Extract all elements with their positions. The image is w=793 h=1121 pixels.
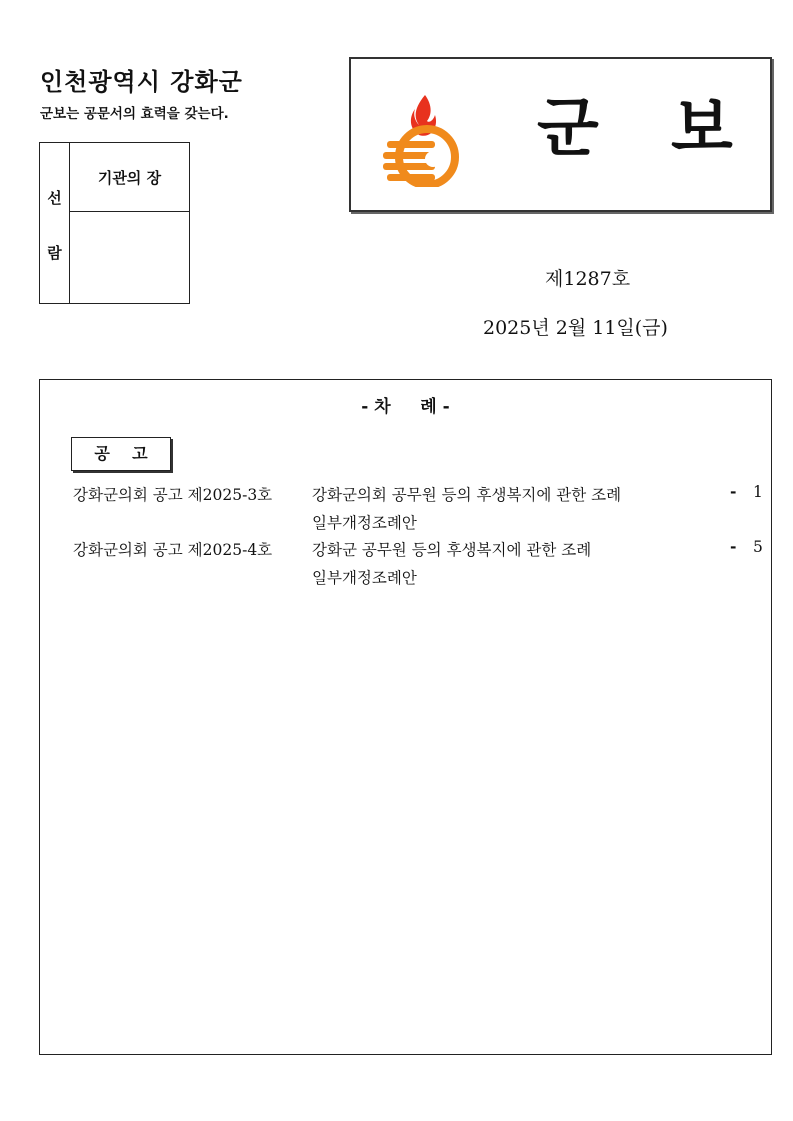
review-side-label-top: 선 [47,189,62,207]
toc-item[interactable] [40,483,771,539]
toc-item-dash: - [730,538,737,556]
toc-heading: - 차 례 - [361,397,450,417]
toc-item[interactable] [40,538,771,594]
toc-item-title-line2: 일부개정조례안 [312,514,417,532]
review-head-cell [70,143,189,212]
toc-item-page: 5 [753,538,763,556]
section-label: 공 고 [71,437,171,471]
masthead-title-left: 군 [537,92,599,166]
toc-item-page: 1 [753,483,763,501]
toc-item-title-line1: 강화군 공무원 등의 후생복지에 관한 조례 [312,541,592,559]
issue-number: 제1287호 [545,268,631,290]
review-head-label: 기관의 장 [97,169,162,187]
review-box [39,142,190,304]
table-of-contents [39,379,772,1055]
toc-item-notice: 강화군의회 공고 제2025-3호 [73,486,273,504]
issue-date: 2025년 2월 11일(금) [483,317,668,339]
org-name: 인천광역시 강화군 [40,68,243,96]
toc-item-dash: - [730,483,737,501]
ganghwa-county-emblem-icon [379,87,469,187]
review-side-column [40,143,70,303]
toc-item-notice: 강화군의회 공고 제2025-4호 [73,541,273,559]
toc-item-title-line1: 강화군의회 공무원 등의 후생복지에 관한 조례 [312,486,622,504]
publication-note: 군보는 공문서의 효력을 갖는다. [40,106,229,122]
masthead-title-right: 보 [671,92,733,166]
toc-item-title-line2: 일부개정조례안 [312,569,417,587]
review-side-label-bottom: 람 [47,244,62,262]
masthead [349,57,772,212]
